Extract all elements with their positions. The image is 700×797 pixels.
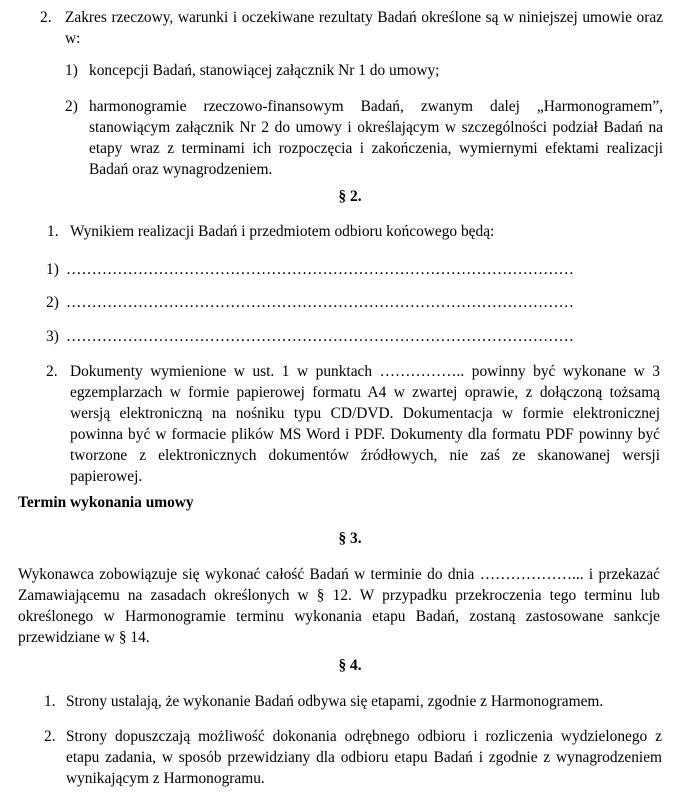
subitem-number: 1) bbox=[65, 62, 78, 79]
subitem-number: 2) bbox=[65, 98, 78, 115]
section-heading-4: § 4. bbox=[338, 657, 362, 674]
section-heading-2: § 2. bbox=[338, 188, 362, 205]
item-number: 2. bbox=[40, 9, 52, 26]
paragraph-stages: Strony ustalają, że wykonanie Badań odbywa się etapami, zgodnie z Harmonogramem. bbox=[66, 693, 604, 710]
item-number: 2. bbox=[46, 363, 58, 380]
section-heading-3: § 3. bbox=[338, 530, 362, 547]
blank-number: 3) bbox=[46, 328, 59, 345]
paragraph-scope: Zakres rzeczowy, warunki i oczekiwane rezultaty Badań określone są w niniejszej umowie oraz w: bbox=[65, 9, 663, 47]
paragraph-results: Wynikiem realizacji Badań i przedmiotem odbioru końcowego będą: bbox=[70, 223, 495, 240]
item-number: 2. bbox=[44, 728, 56, 745]
item-number: 1. bbox=[44, 693, 56, 710]
subitem-schedule: harmonogramie rzeczowo-finansowym Badań, zwanym dalej „Harmonogramem”, stanowiącym załącznik Nr 2 do umowy i określającym w szczególności podział Badań na etapy wraz z terminami ich rozpoczęcia i zakończenia, wymiernymi efektami realizacji Badań oraz wynagrodzeniem. bbox=[89, 98, 663, 178]
subitem-concept: koncepcji Badań, stanowiącej załącznik Nr 1 do umowy; bbox=[89, 62, 440, 79]
blank-line: ……………………………………………………………………………………… bbox=[66, 261, 574, 278]
blank-number: 1) bbox=[46, 261, 59, 278]
paragraph-separate-acceptance: Strony dopuszczają możliwość dokonania odrębnego odbioru i rozliczenia wydzielonego z etapu zadania, w sposób przewidziany dla odbioru etapu Badań i zgodnie z wynagrodzeniem wynikającym z Harmonogramu. bbox=[66, 728, 662, 787]
blank-line: ……………………………………………………………………………………… bbox=[66, 328, 574, 345]
heading-completion-term: Termin wykonania umowy bbox=[18, 494, 194, 511]
blank-line: ……………………………………………………………………………………… bbox=[66, 294, 574, 311]
item-number: 1. bbox=[47, 223, 59, 240]
paragraph-deadline: Wykonawca zobowiązuje się wykonać całość Badań w terminie do dnia ………………... i przekazać Zamawiającemu na zasadach określonych w § 12. W przypadku przekroczenia tego terminu lub określonego w Harmonogramie terminu wykonania etapu Badań, zostaną zastosowane sankcje przewidziane w § 14. bbox=[18, 566, 660, 646]
paragraph-documents: Dokumenty wymienione w ust. 1 w punktach …………….. powinny być wykonane w 3 egzemplarzach w formie papierowej formatu A4 w zwartej oprawie, z dołączoną tożsamą wersją elektroniczną na nośniku typu CD/DVD. Dokumentacja w formie elektronicznej powinna być w formacie plików MS Word i PDF. Dokumenty dla formatu PDF powinny być tworzone z elektronicznych dokumentów źródłowych, nie zaś ze skanowanej wersji papierowej. bbox=[70, 363, 660, 485]
blank-number: 2) bbox=[46, 294, 59, 311]
